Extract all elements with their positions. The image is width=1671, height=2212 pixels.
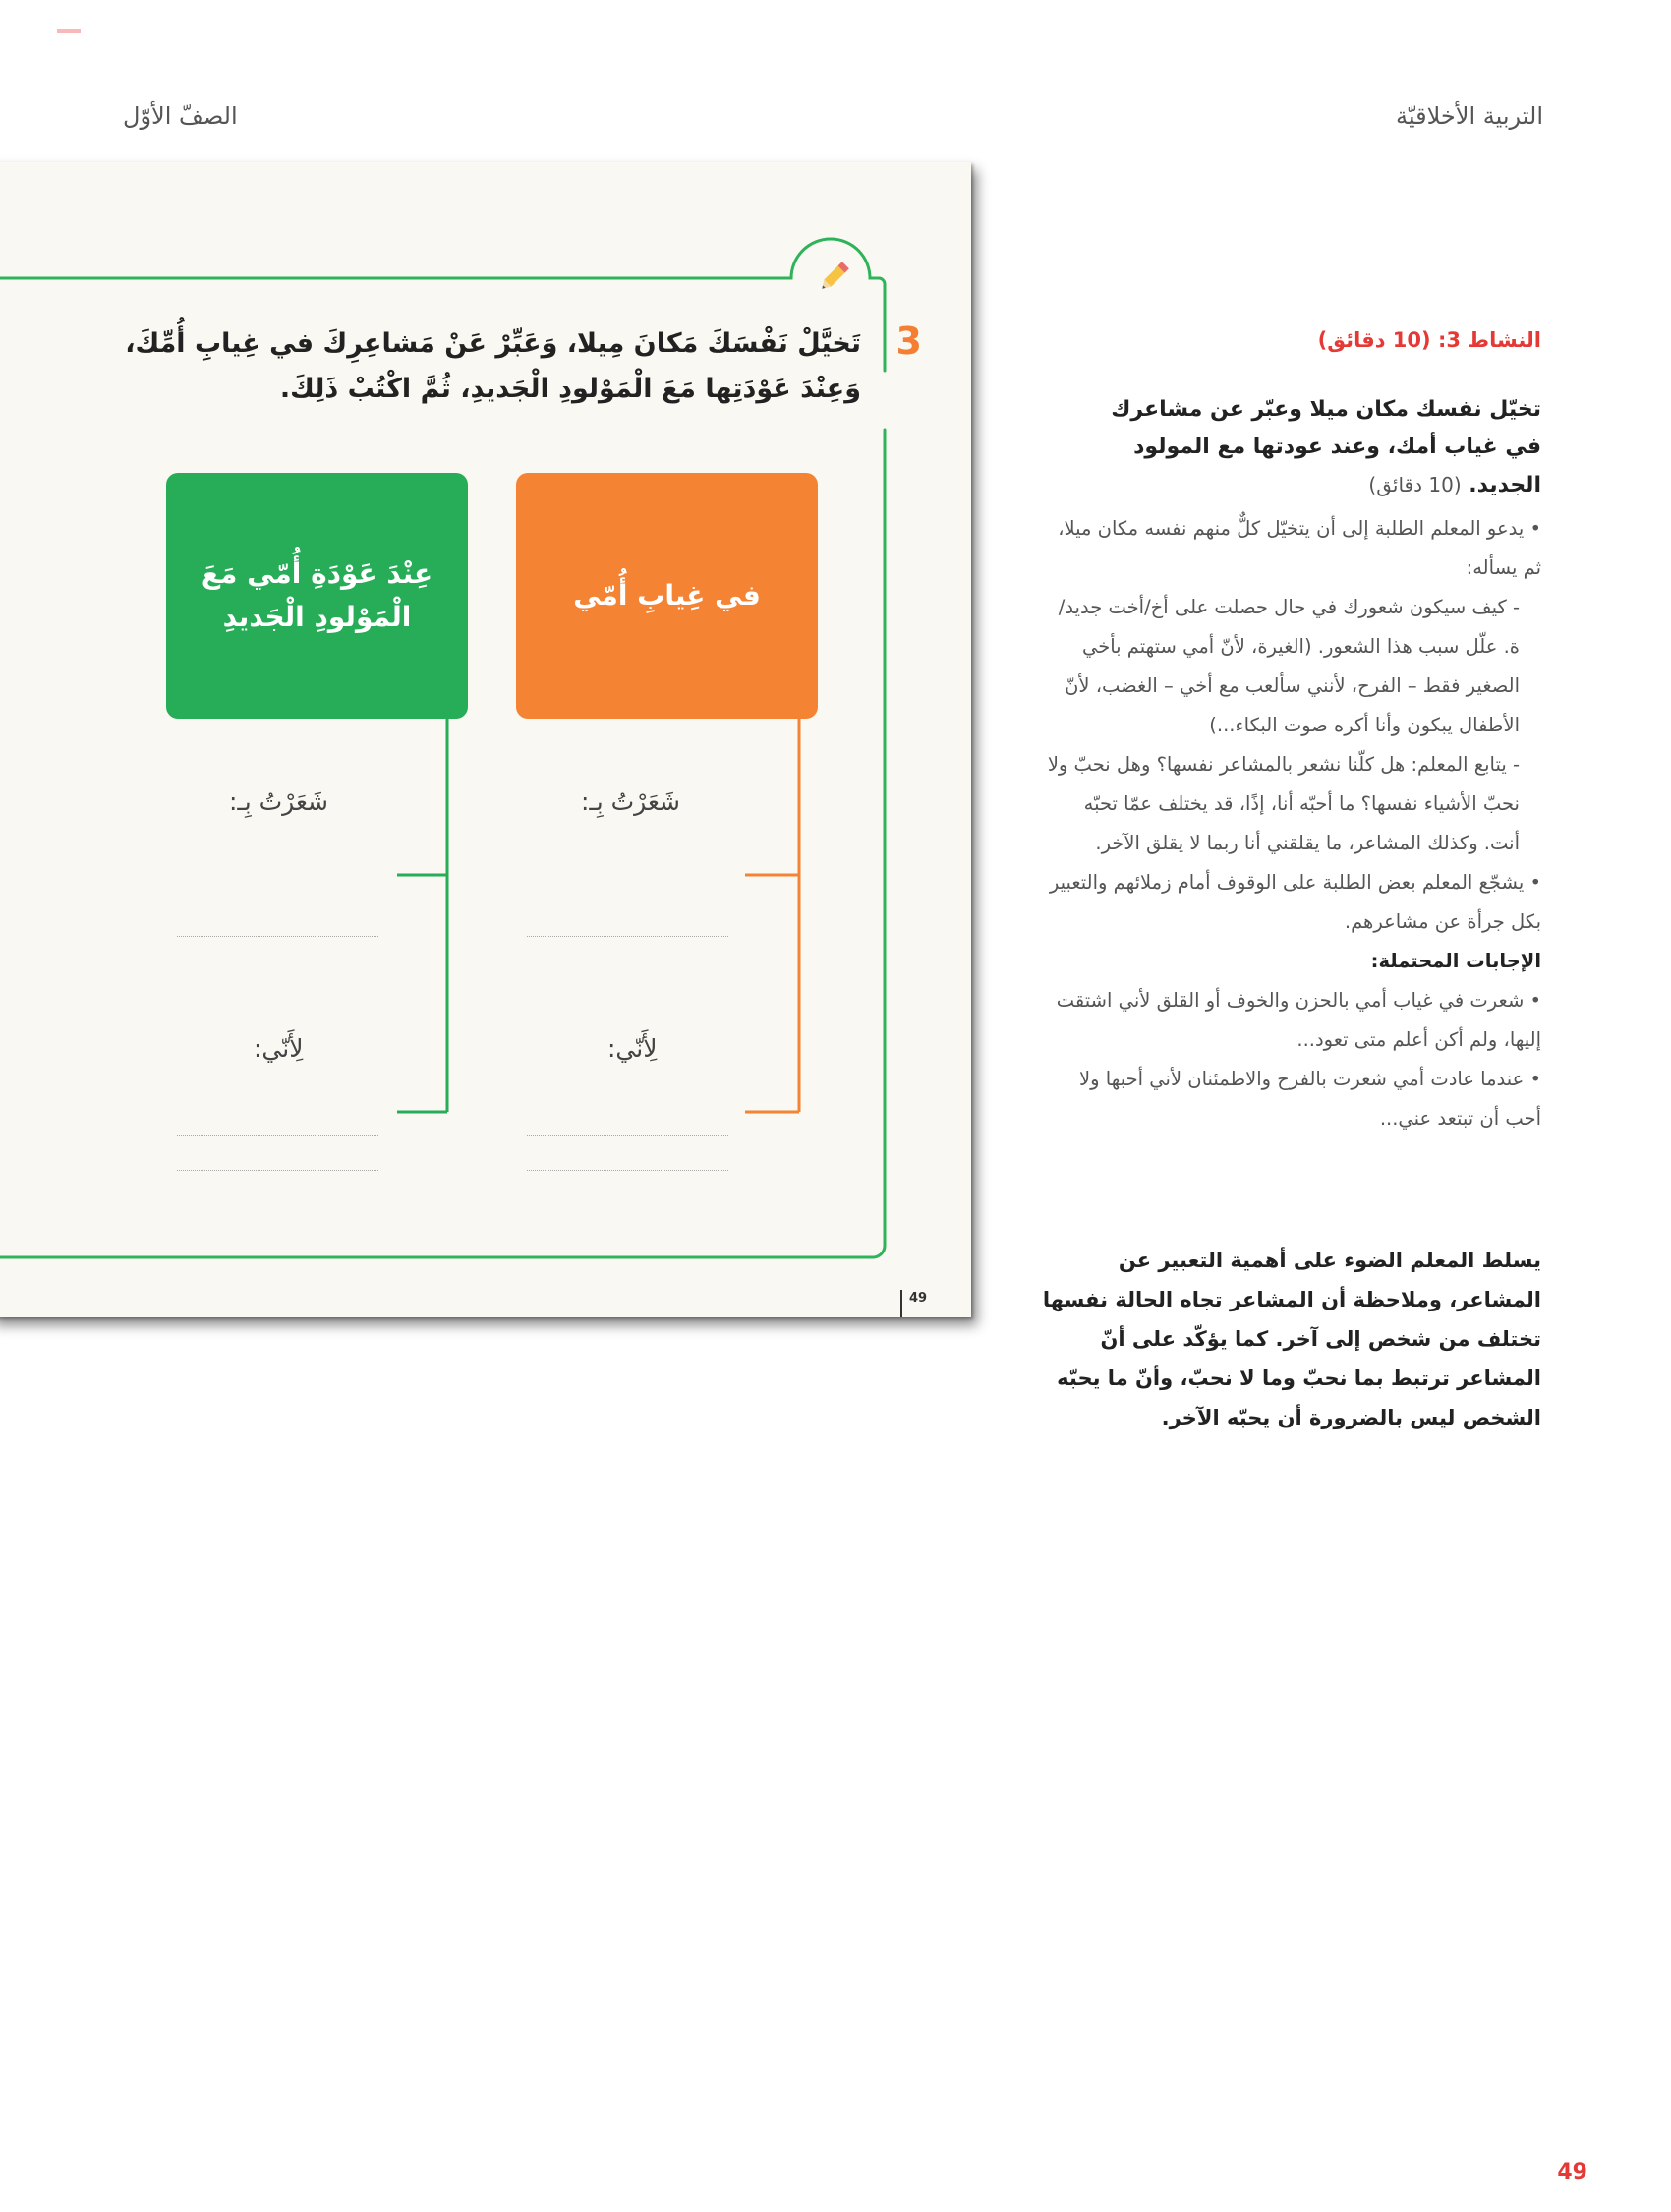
- return-box-label: عِنْدَ عَوْدَةِ أُمّي مَعَ الْمَوْلودِ الْجَديدِ: [201, 557, 433, 633]
- corner-mark: [57, 29, 81, 33]
- because-label-absence: لِأَنّي:: [607, 1034, 658, 1063]
- list-item: • يدعو المعلم الطلبة إلى أن يتخيّل كلٌّ منهم نفسه مكان ميلا، ثم يسأله:: [1058, 517, 1541, 579]
- list-item: • عندما عادت أمي شعرت بالفرح والاطمئنان لأني أحبها ولا أحب أن تبتعد عني...: [1079, 1068, 1541, 1130]
- answer-line: [177, 1170, 378, 1171]
- activity-title: النشاط 3: (10 دقائق): [1317, 328, 1541, 352]
- answer-line: [527, 1135, 728, 1136]
- list-item: - كيف سيكون شعورك في حال حصلت على أخ/أخت جديد/ة. علّل سبب هذا الشعور. (الغيرة، لأنّ أمي ستهتم بأخي الصغير فقط – الفرح، لأنني سألعب مع أخي – الغضب، لأنّ الأطفال يبكون وأنا أكره صوت البكاء...): [1058, 596, 1520, 736]
- absence-box-label: في غِيابِ أُمّي: [573, 579, 761, 611]
- list-item: • يشجّع المعلم بعض الطلبة على الوقوف أمام زملائهم والتعبير بكل جرأة عن مشاعرهم.: [1049, 871, 1541, 933]
- because-label-return: لِأَنّي:: [254, 1034, 304, 1063]
- list-item: • شعرت في غياب أمي بالحزن والخوف أو القلق لأني اشتقت إليها، ولم أكن أعلم متى تعود...: [1056, 989, 1541, 1051]
- question-text: تَخيَّلْ نَفْسَكَ مَكانَ مِيلا، وَعَبِّرْ عَنْ مَشاعِرِكَ في غِيابِ أُمِّكَ، وَعِنْدَ عَوْدَتِها مَعَ الْمَوْلودِ الْجَديدِ، ثُمَّ اكْتُبْ ذَلِكَ.: [125, 328, 861, 404]
- felt-label-return: شَعَرْتُ بِـ:: [229, 787, 328, 816]
- question-number: 3: [895, 320, 922, 363]
- answer-line: [177, 1135, 378, 1136]
- connector-lines: [0, 162, 971, 1317]
- page-number-rule: [900, 1290, 902, 1317]
- list-item: - يتابع المعلم: هل كلّنا نشعر بالمشاعر نفسها؟ وهل نحبّ ولا نحبّ الأشياء نفسها؟ ما أحبّه أنا، إذًا، قد يختلف عمّا تحبّه أنت. وكذلك المشاعر، ما يقلقني أنا ربما لا يقلق الآخر.: [1047, 753, 1520, 854]
- answer-line: [177, 936, 378, 937]
- felt-label-absence: شَعَرْتُ بِـ:: [581, 787, 680, 816]
- student-page-thumbnail: [0, 162, 971, 1317]
- subject-header: التربية الأخلاقيّة: [1396, 102, 1543, 130]
- procedure-list: [1045, 509, 1541, 1138]
- answer-line: [527, 936, 728, 937]
- grade-header: الصفّ الأوّل: [123, 102, 238, 130]
- answer-line: [527, 1170, 728, 1171]
- answers-heading: الإجابات المحتملة:: [1370, 950, 1541, 972]
- activity-instruction: [1079, 391, 1541, 504]
- summary-paragraph: يسلط المعلم الضوء على أهمية التعبير عن المشاعر، وملاحظة أن المشاعر تجاه الحالة نفسها تختلف من شخص إلى آخر. كما يؤكّد على أنّ المشاعر ترتبط بما نحبّ وما لا نحبّ، وأنّ ما يحبّه الشخص ليس بالضرورة أن يحبّه الآخر.: [1042, 1249, 1541, 1429]
- instruction-text: تخيّل نفسك مكان ميلا وعبّر عن مشاعرك في غياب أمك، وعند عودتها مع المولود الجديد.: [1111, 397, 1541, 497]
- thumbnail-page-number: 49: [909, 1291, 928, 1306]
- instruction-duration: (10 دقائق): [1368, 473, 1462, 496]
- page-number: 49: [1557, 2160, 1587, 2184]
